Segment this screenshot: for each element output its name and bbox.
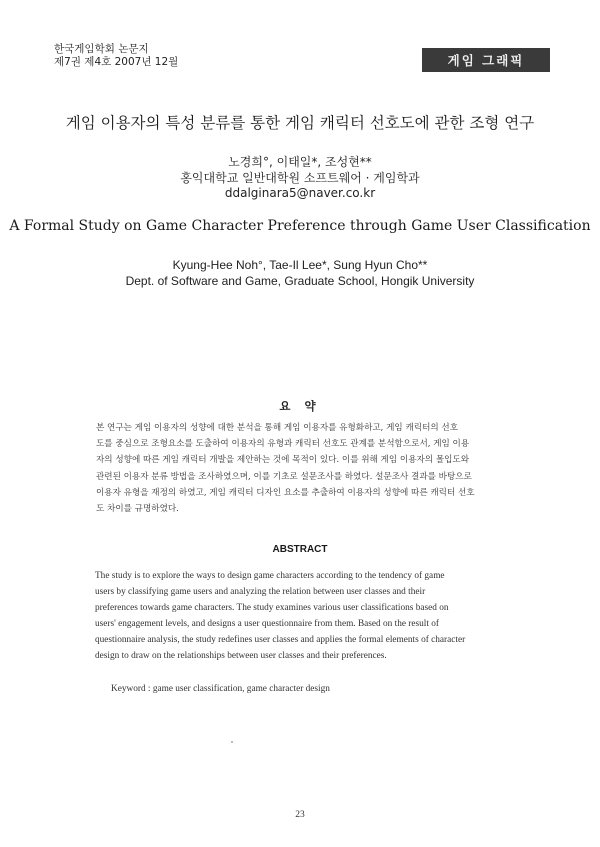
keywords: Keyword : game user classification, game character design — [111, 684, 330, 694]
abstract-korean-line: 본 연구는 게임 이용자의 성향에 대한 분석을 통해 게임 이용자를 유형화하고, 게임 캐릭터의 선호 — [96, 423, 459, 433]
abstract-korean — [96, 420, 508, 517]
abstract-korean-line: 관련된 이용자 분류 방법을 조사하였으며, 이를 기초로 설문조사를 하였다. 설문조사 결과를 바탕으로 — [96, 471, 472, 482]
page-number: 23 — [295, 810, 305, 820]
paper-title-korean: 게임 이용자의 특성 분류를 통한 게임 캐릭터 선호도에 관한 조형 연구 — [65, 114, 535, 132]
journal-info — [54, 43, 178, 69]
abstract-english-heading: ABSTRACT — [272, 544, 328, 555]
abstract-english-line: preferences towards game characters. The study examines various user classifications based on — [95, 603, 449, 613]
affiliation-english: Dept. of Software and Game, Graduate School, Hongik University — [125, 274, 475, 288]
abstract-korean-line: 이용자 유형을 재정의 하였고, 게임 캐릭터 디자인 요소를 추출하여 이용자의 성향에 따른 캐릭터 선호 — [96, 487, 475, 498]
journal-name: 한국게임학회 논문지 — [54, 43, 149, 55]
abstract-english-line: questionnaire analysis, the study redefines user classes and applies the formal elements of character — [95, 635, 466, 645]
abstract-english — [95, 568, 515, 664]
affiliation-korean: 홍익대학교 일반대학원 소프트웨어 · 게임학과 — [180, 171, 420, 185]
author-email: ddalginara5@naver.co.kr — [224, 186, 376, 200]
section-badge: 게임 그래픽 — [422, 48, 550, 72]
abstract-korean-line: 자의 성향에 따른 게임 캐릭터 개발을 제안하는 것에 목적이 있다. 이를 위해 게임 이용자의 몰입도와 — [96, 455, 470, 466]
authors-korean: 노경희°, 이태일*, 조성현** — [228, 155, 372, 169]
abstract-english-line: users by classifying game users and analyzing the relation between user classes and their — [95, 587, 426, 597]
abstract-korean-line: 도 차이를 규명하였다. — [96, 504, 179, 515]
journal-issue: 제7권 제4호 2007년 12월 — [54, 56, 179, 68]
authors-english: Kyung-Hee Noh°, Tae-Il Lee*, Sung Hyun Cho** — [172, 258, 428, 272]
abstract-english-line: design to draw on the relationships between user classes and their preferences. — [95, 651, 387, 661]
abstract-english-line: The study is to explore the ways to design game characters according to the tendency of game — [95, 571, 445, 581]
abstract-korean-heading: 요 약 — [279, 399, 321, 413]
abstract-english-line: users' engagement levels, and designs a user questionnaire from them. Based on the result of — [95, 619, 440, 629]
paper-title-english: A Formal Study on Game Character Preference through Game User Classification — [9, 218, 591, 234]
scan-speck — [231, 741, 233, 743]
abstract-korean-line: 도를 중심으로 조형요소를 도출하여 이용자의 유형과 캐릭터 선호도 관계를 분석함으로서, 게임 이용 — [96, 439, 470, 450]
